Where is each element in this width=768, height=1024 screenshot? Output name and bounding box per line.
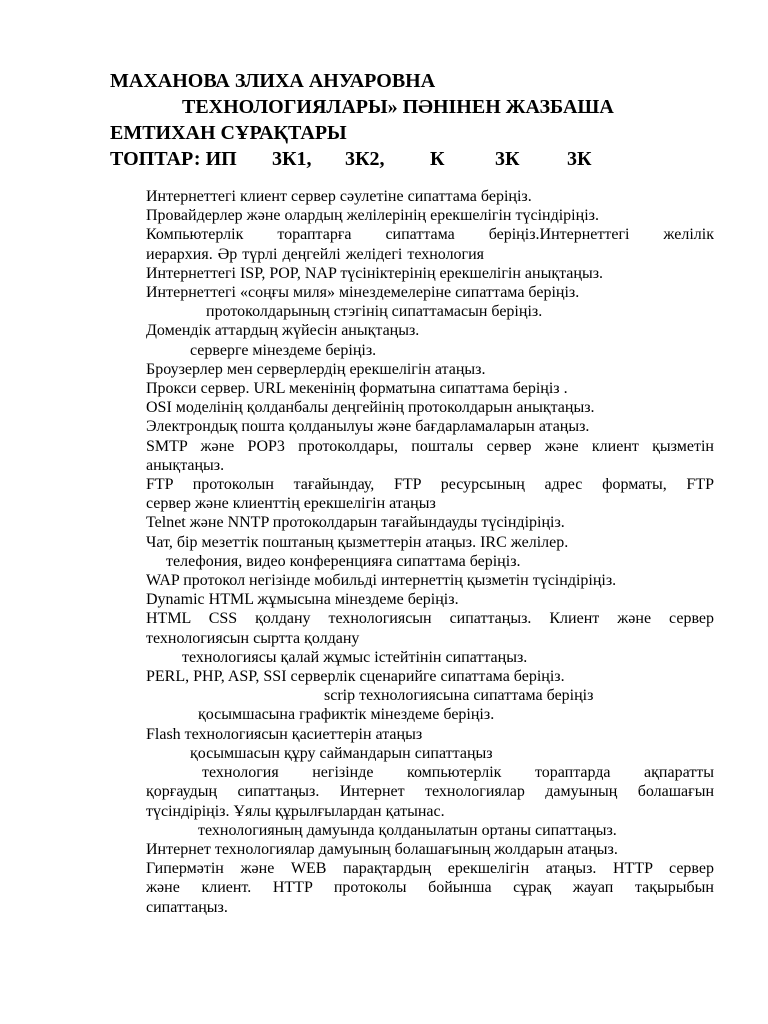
question-line: технологиясын сыртта қолдану [146, 629, 360, 647]
question-line: сипаттаңыз. [146, 898, 228, 916]
question-line: Интернеттегі «соңғы миля» мінездемелеріне сипаттама беріңіз. [146, 284, 580, 302]
question-line: анықтаңыз. [146, 456, 225, 474]
question-line: Гипермәтін және WEB парақтардың ерекшелігін атаңыз. HTTP сервер [146, 860, 714, 878]
question-line: иерархия. Әр түрлі деңгейлі желідегі технология [146, 245, 485, 263]
question-line: Flash технологиясын қасиеттерін атаңыз [146, 725, 423, 743]
question-line: және клиент. HTTP протоколы бойынша сұрақ жауап тақырыбын [146, 879, 714, 897]
question-line: WAP протокол негізінде мобильді интернеттің қызметін түсіндіріңіз. [146, 572, 617, 590]
question-line: Домендік аттардың жүйесін анықтаңыз. [146, 322, 420, 340]
group-item: 3К1, [272, 148, 312, 170]
group-item: 3К [567, 148, 592, 170]
exam-title: ЕМТИХАН СҰРАҚТАРЫ [110, 122, 347, 144]
question-line: Интернеттегі клиент сервер сәулетіне сипаттама беріңіз. [146, 188, 532, 205]
question-line: Интернет технологиялар дамуының болашағының жолдарын атаңыз. [146, 840, 618, 858]
question-line: қосымшасына графиктік мінездеме беріңіз. [198, 706, 495, 724]
question-line: OSI моделінің қолданбалы деңгейінің протоколдарын анықтаңыз. [146, 399, 595, 417]
question-line: Dynamic HTML жұмысына мінездеме беріңіз. [146, 591, 459, 609]
question-line: HTML CSS қолдану технологиясын сипаттаңыз. Клиент және сервер [146, 610, 714, 628]
question-line: FTP протоколын тағайындау, FTP ресурсының адрес форматы, FTP [146, 476, 714, 494]
question-list [146, 187, 714, 917]
question-line: түсіндіріңіз. Ұялы құрылғылардан қатынас. [146, 802, 445, 820]
question-line: Провайдерлер және олардың желілерінің ерекшелігін түсіндіріңіз. [146, 207, 599, 225]
question-line: қорғаудың сипаттаңыз. Интернет технологиялар дамуының болашағын [146, 783, 714, 801]
question-line: scrip технологиясына сипаттама беріңіз [324, 687, 594, 705]
question-line: протоколдарының стэгінің сипаттамасын беріңіз. [206, 303, 543, 321]
question-line: Прокси сервер. URL мекенінің форматына сипаттама беріңіз . [146, 380, 568, 398]
question-line: қосымшасын құру саймандарын сипаттаңыз [190, 744, 493, 762]
subject-title: ТЕХНОЛОГИЯЛАРЫ» ПӘНІНЕН ЖАЗБАША [182, 96, 614, 118]
question-line: Компьютерлік тораптарға сипаттама беріңіз.Интернеттегі желілік [146, 226, 714, 244]
groups-label: ТОПТАР: ИП [110, 148, 237, 170]
question-line: технологияның дамуында қолданылатын ортаны сипаттаңыз. [198, 821, 617, 839]
question-line: серверге мінездеме беріңіз. [190, 341, 377, 359]
question-line: сервер және клиенттің ерекшелігін атаңыз [146, 495, 436, 513]
author-name: МАХАНОВА ЗЛИХА АНУАРОВНА [110, 70, 436, 92]
question-line: PERL, PHP, ASP, SSI серверлік сценарийге сипаттама беріңіз. [146, 668, 565, 686]
group-item: 3К2, [345, 148, 385, 170]
group-item: К [430, 148, 445, 170]
question-line: SMTP және POP3 протоколдары, пошталы сервер және клиент қызметін [146, 437, 714, 455]
groups-line [110, 146, 710, 172]
question-line: Telnet және NNTP протоколдарын тағайындауды түсіндіріңіз. [146, 514, 565, 532]
document-header [110, 68, 710, 172]
question-line: Электрондық пошта қолданылуы және бағдарламаларын атаңыз. [146, 418, 590, 436]
question-line: Броузерлер мен серверлердің ерекшелігін атаңыз. [146, 360, 486, 378]
question-line: технология негізінде компьютерлік тораптарда ақпаратты [202, 764, 714, 782]
question-line: Интернеттегі ISP, POP, NAP түсініктерінің ерекшелігін анықтаңыз. [146, 264, 604, 282]
question-line: технологиясы қалай жұмыс істейтінін сипаттаңыз. [182, 648, 528, 666]
question-line: телефония, видео конференцияға сипаттама беріңіз. [166, 552, 521, 570]
group-item: 3К [495, 148, 520, 170]
question-line: Чат, бір мезеттік поштаның қызметтерін атаңыз. IRC желілер. [146, 533, 569, 551]
